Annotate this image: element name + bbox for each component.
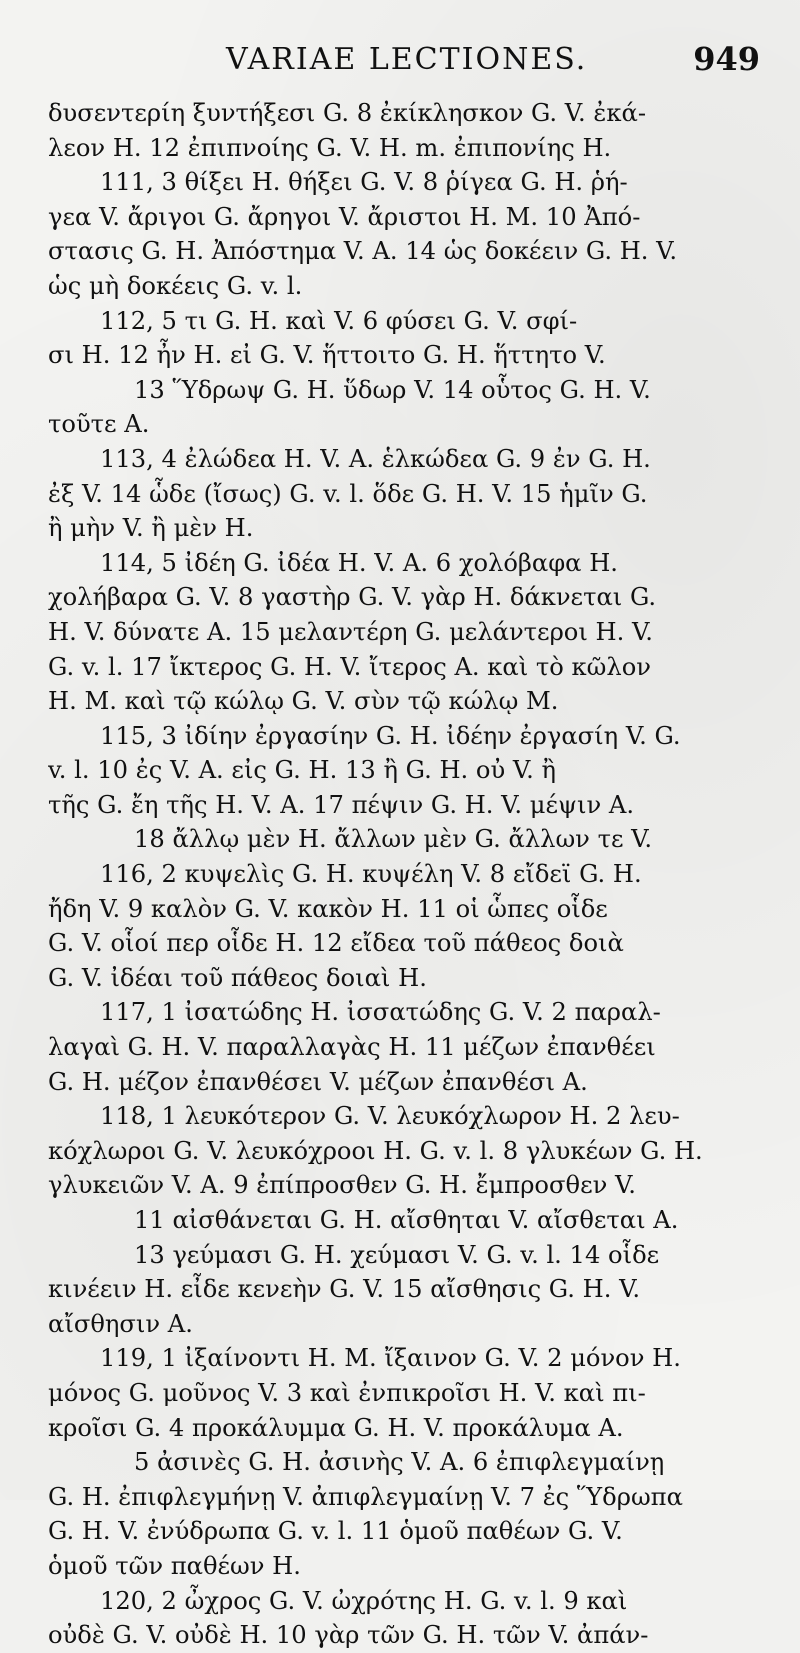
text-line: 117, 1 ἰσατώδης H. ἰσσατώδης G. V. 2 παραλ-: [100, 998, 661, 1027]
text-line: 18 ἄλλῳ μὲν H. ἄλλων μὲν G. ἄλλων τε V.: [134, 825, 653, 854]
text-line: τῆς G. ἔη τῆς H. V. A. 17 πέψιν G. H. V. μέψιν A.: [48, 790, 635, 819]
page-header: [48, 38, 762, 96]
text-line: G. V. ἰδέαι τοῦ πάθεος δοιαὶ H.: [48, 963, 427, 992]
text-line: λεον H. 12 ἐπιπνοίης G. V. H. m. ἐπιπονίης H.: [48, 133, 612, 162]
text-line: στασις G. H. Ἀπόστημα V. A. 14 ὡς δοκέειν G. H. V.: [48, 237, 678, 266]
text-line: κόχλωροι G. V. λευκόχροοι H. G. v. l. 8 γλυκέων G. H.: [48, 1136, 703, 1165]
text-line: δυσεντερίη ξυντήξεσι G. 8 ἐκίκλησκον G. V. ἐκά-: [48, 99, 647, 127]
text-line: G. H. ἐπιφλεγμήνῃ V. ἀπιφλεγμαίνῃ V. 7 ἐς Ὕδρωπα: [48, 1482, 683, 1511]
text-line: G. H. μέζον ἐπανθέσει V. μέζων ἐπανθέσι A.: [48, 1067, 588, 1096]
text-line: μόνος G. μοῦνος V. 3 καὶ ἐνπικροῖσι H. V. καὶ πι-: [48, 1378, 646, 1407]
text-line: 111, 3 θίξει H. θήξει G. V. 8 ῥίγεα G. H. ῥή-: [100, 168, 628, 197]
text-line: ἢ μὴν V. ἢ μὲν H.: [48, 514, 254, 543]
page-number: 949: [693, 40, 760, 78]
text-line: λαγαὶ G. H. V. παραλλαγὰς H. 11 μέζων ἐπανθέει: [48, 1033, 656, 1062]
text-line: κροῖσι G. 4 προκάλυμμα G. H. V. προκάλυμα A.: [48, 1413, 624, 1442]
text-line: γλυκειῶν V. A. 9 ἐπίπροσθεν G. H. ἔμπροσθεν V.: [48, 1171, 636, 1200]
text-line: 114, 5 ἰδέη G. ἰδέα H. V. A. 6 χολόβαφα H.: [100, 548, 618, 577]
text-line: χολήβαρα G. V. 8 γαστὴρ G. V. γὰρ H. δάκνεται G.: [48, 583, 657, 612]
text-line: 113, 4 ἐλώδεα H. V. A. ἑλκώδεα G. 9 ἐν G. H.: [100, 444, 651, 473]
text-line: 11 αἰσθάνεται G. H. αἴσθηται V. αἴσθεται A.: [134, 1206, 679, 1234]
text-line: G. v. l. 17 ἴκτερος G. H. V. ἴτερος A. καὶ τὸ κῶλον: [48, 652, 651, 681]
text-line: G. H. V. ἐνύδρωπα G. v. l. 11 ὁμοῦ παθέων G. V.: [48, 1517, 623, 1546]
text-line: ἤδη V. 9 καλὸν G. V. κακὸν H. 11 οἱ ὧπες οἷδε: [48, 894, 608, 923]
text-line: 13 Ὕδρωψ G. H. ὕδωρ V. 14 οὗτος G. H. V.: [134, 375, 651, 404]
text-line: 120, 2 ὦχρος G. V. ὠχρότης H. G. v. l. 9 καὶ: [100, 1586, 628, 1615]
variant-readings-text: [48, 96, 762, 1653]
text-line: ὡς μὴ δοκέεις G. v. l.: [48, 271, 303, 300]
text-line: G. V. οἷοί περ οἷδε H. 12 εἴδεα τοῦ πάθεος δοιὰ: [48, 929, 624, 958]
running-title: VARIAE LECTIONES.: [226, 42, 588, 77]
text-line: ὁμοῦ τῶν παθέων H.: [48, 1551, 301, 1580]
text-line: H. M. καὶ τῷ κώλῳ G. V. σὺν τῷ κώλῳ M.: [48, 687, 559, 716]
text-line: 119, 1 ἰξαίνοντι H. M. ἴξαινον G. V. 2 μόνον H.: [100, 1344, 681, 1373]
text-line: v. l. 10 ἐς V. A. εἰς G. H. 13 ἢ G. H. οὐ V. ἢ: [48, 756, 556, 785]
text-line: 13 γεύμασι G. H. χεύμασι V. G. v. l. 14 οἷδε: [134, 1240, 660, 1269]
text-line: οὐδὲ G. V. οὐδὲ H. 10 γὰρ τῶν G. H. τῶν V. ἀπάν-: [48, 1621, 649, 1650]
text-line: αἴσθησιν A.: [48, 1309, 193, 1338]
text-line: 116, 2 κυψελὶς G. H. κυψέλη V. 8 εἴδεϊ G. H.: [100, 860, 642, 889]
text-line: γεα V. ἄριγοι G. ἄρηγοι V. ἄριστοι H. M. 10 Ἀπό-: [48, 202, 641, 231]
text-line: σι H. 12 ἦν H. εἰ G. V. ἥττοιτο G. H. ἥττητο V.: [48, 341, 606, 370]
text-line: 118, 1 λευκότερον G. V. λευκόχλωρον H. 2 λευ-: [100, 1102, 680, 1131]
text-line: H. V. δύνατε A. 15 μελαντέρη G. μελάντεροι H. V.: [48, 617, 653, 646]
text-line: 115, 3 ἰδίην ἐργασίην G. H. ἰδέην ἐργασίη V. G.: [100, 721, 681, 750]
text-line: 112, 5 τι G. H. καὶ V. 6 φύσει G. V. σφί-: [100, 306, 578, 335]
text-line: 5 ἀσινὲς G. H. ἀσινὴς V. A. 6 ἐπιφλεγμαίνῃ: [134, 1448, 665, 1477]
text-line: τοῦτε A.: [48, 410, 150, 439]
text-line: κινέειν H. εἶδε κενεὴν G. V. 15 αἴσθησις G. H. V.: [48, 1275, 641, 1304]
text-line: ἐξ V. 14 ὧδε (ἴσως) G. v. l. ὅδε G. H. V. 15 ἡμῖν G.: [48, 479, 648, 508]
